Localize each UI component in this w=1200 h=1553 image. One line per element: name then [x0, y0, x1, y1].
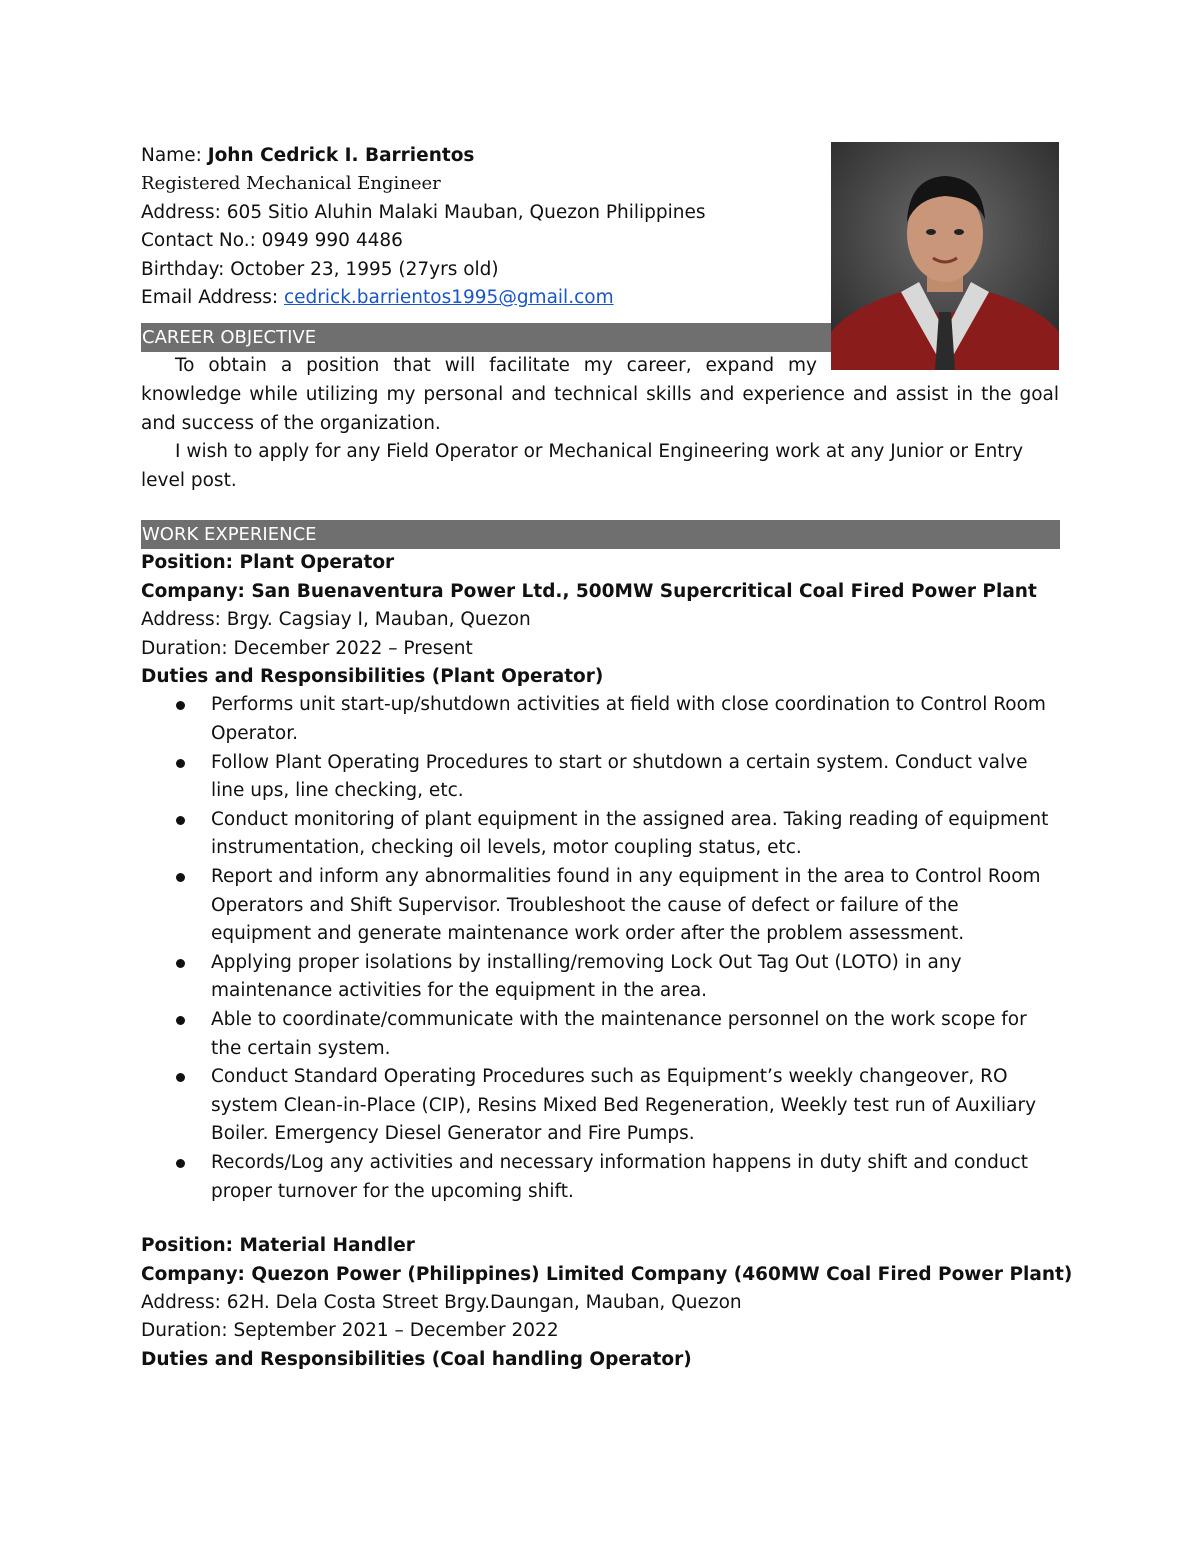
list-item: [141, 1149, 1059, 1206]
name-label: Name:: [141, 145, 208, 166]
job-company: Company: San Buenaventura Power Ltd., 500MW Supercritical Coal Fired Power Plant: [141, 580, 1037, 602]
profile-photo: [831, 142, 1059, 370]
duties-heading: Duties and Responsibilities (Coal handling Operator): [141, 1348, 692, 1370]
job-entry: [141, 1232, 1073, 1374]
job-address: Address: Brgy. Cagsiay I, Mauban, Quezon: [141, 609, 531, 631]
list-item: [141, 863, 1059, 949]
job-duration: Duration: September 2021 – December 2022: [141, 1320, 559, 1342]
bullet-icon: [176, 701, 185, 710]
professional-title: Registered Mechanical Engineer: [141, 173, 441, 195]
address-line: Address: 605 Sitio Aluhin Malaki Mauban, Quezon Philippines: [141, 201, 706, 223]
list-item: [141, 949, 1059, 1006]
bullet-icon: [176, 816, 185, 825]
job-position: Position: Plant Operator: [141, 552, 395, 574]
duty-text: Able to coordinate/communicate with the maintenance personnel on the work scope for the certain system.: [211, 1008, 1027, 1059]
list-item: [141, 1006, 1059, 1063]
duty-text: Conduct monitoring of plant equipment in the assigned area. Taking reading of equipment instrumentation, checking oil levels, motor coupling status, etc.: [211, 808, 1049, 859]
duties-list: [141, 691, 1059, 1206]
objective-paragraph-2: I wish to apply for any Field Operator or Mechanical Engineering work at any Junior or Entry level post.: [141, 441, 1024, 491]
section-gap: [141, 1206, 1059, 1232]
contact-line: Contact No.: 0949 990 4486: [141, 230, 403, 252]
duty-text: Conduct Standard Operating Procedures such as Equipment’s weekly changeover, RO system Clean-in-Place (CIP), Resins Mixed Bed Regeneration, Weekly test run of Auxiliary Boiler. Emergency Diesel Generator and Fire Pumps.: [211, 1066, 1037, 1145]
list-item: [141, 1063, 1059, 1149]
career-objective-heading: CAREER OBJECTIVE: [141, 323, 832, 352]
birthday-line: Birthday: October 23, 1995 (27yrs old): [141, 258, 499, 280]
duty-text: Records/Log any activities and necessary information happens in duty shift and conduct proper turnover for the upcoming shift.: [211, 1151, 1029, 1202]
job-company: Company: Quezon Power (Philippines) Limited Company (460MW Coal Fired Power Plant): [141, 1263, 1073, 1285]
objective-first-line: [141, 352, 817, 381]
job-duration: Duration: December 2022 – Present: [141, 637, 473, 659]
profile-photo-portrait: [831, 142, 1059, 370]
bullet-icon: [176, 1016, 185, 1025]
email-link[interactable]: cedrick.barrientos1995@gmail.com: [284, 287, 614, 309]
list-item: [141, 749, 1059, 806]
email-label: Email Address:: [141, 287, 284, 309]
list-item: [141, 806, 1059, 863]
bullet-icon: [176, 873, 185, 882]
duty-text: Performs unit start-up/shutdown activities at field with close coordination to Control Room Operator.: [211, 694, 1046, 745]
job-position: Position: Material Handler: [141, 1235, 415, 1257]
objective-paragraph-rest: knowledge while utilizing my personal and technical skills and experience and assist in the goal and success of the organization.: [141, 384, 1059, 434]
left-eye: [926, 229, 936, 235]
bullet-icon: [176, 759, 185, 768]
list-item: [141, 691, 1059, 748]
work-experience-heading: WORK EXPERIENCE: [141, 520, 1060, 549]
duty-text: Report and inform any abnormalities found in any equipment in the area to Control Room Operators and Shift Supervisor. Troubleshoot the cause of defect or failure of the equipment and generate maintenance work order after the problem assessment.: [211, 866, 1041, 945]
bullet-icon: [176, 1073, 185, 1082]
job-entry: [141, 549, 1059, 1206]
job-address: Address: 62H. Dela Costa Street Brgy.Daungan, Mauban, Quezon: [141, 1291, 742, 1313]
bullet-icon: [176, 1159, 185, 1168]
duties-heading: Duties and Responsibilities (Plant Operator): [141, 666, 604, 688]
objective-first-line-text: To obtain a position that will facilitate my career, expand my: [175, 355, 817, 377]
bullet-icon: [176, 959, 185, 968]
duty-text: Follow Plant Operating Procedures to start or shutdown a certain system. Conduct valve line ups, line checking, etc.: [211, 751, 1028, 802]
candidate-name: John Cedrick I. Barrientos: [207, 145, 475, 166]
right-eye: [954, 229, 964, 235]
duty-text: Applying proper isolations by installing/removing Lock Out Tag Out (LOTO) in any maintenance activities for the equipment in the area.: [211, 951, 962, 1002]
